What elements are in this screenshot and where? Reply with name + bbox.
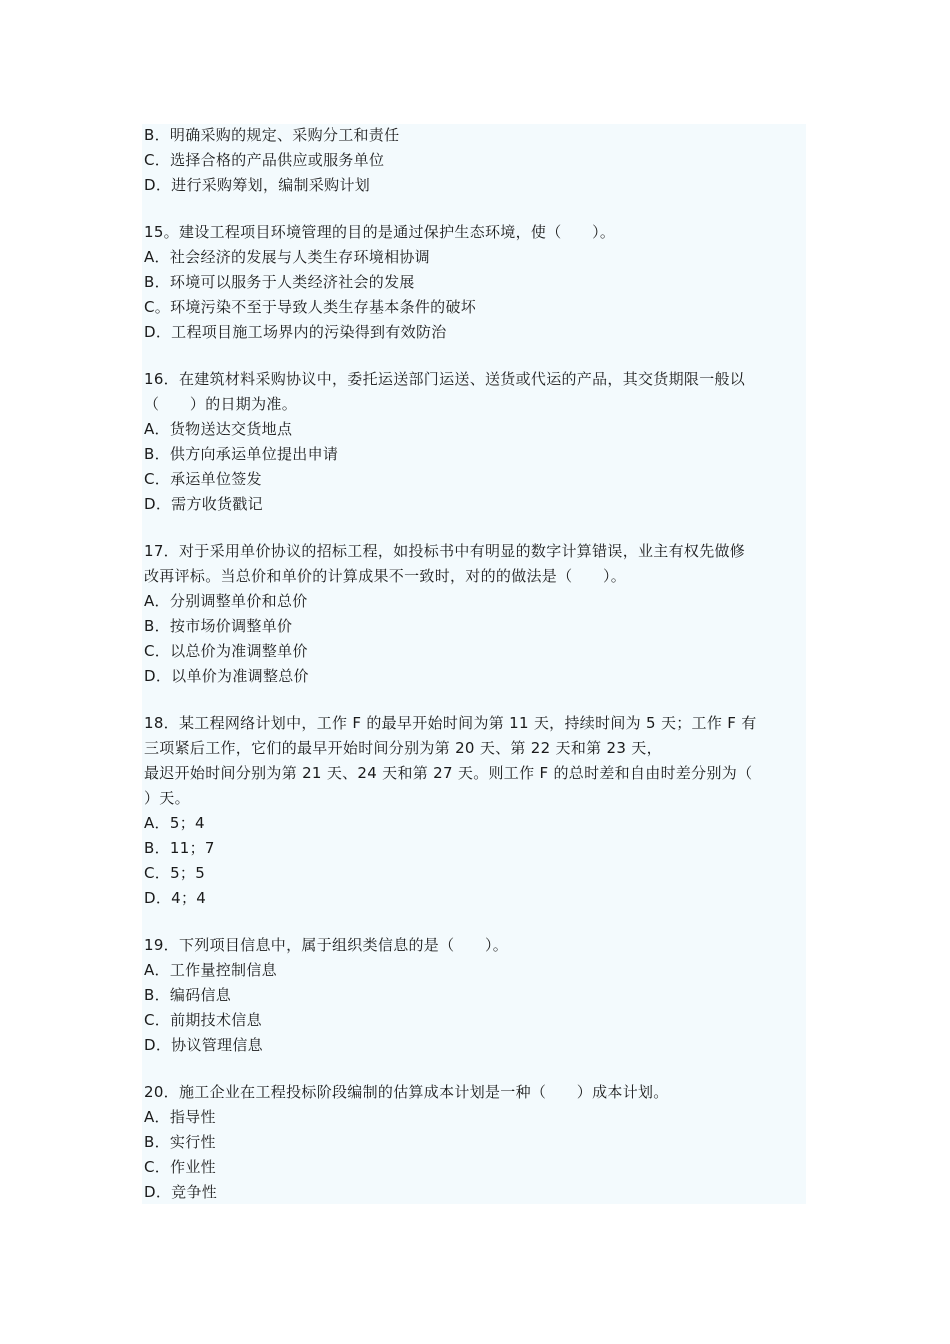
option-line: C．以总价为准调整单价 (144, 642, 308, 660)
leading-options (144, 123, 806, 198)
option-line: B．实行性 (144, 1133, 216, 1151)
option-line: C．选择合格的产品供应或服务单位 (144, 151, 385, 169)
question-stem: 20．施工企业在工程投标阶段编制的估算成本计划是一种（ ）成本计划。 (144, 1083, 669, 1101)
question-stem: 19．下列项目信息中，属于组织类信息的是（ ）。 (144, 936, 509, 954)
option-line: A．社会经济的发展与人类生存环境相协调 (144, 248, 430, 266)
question-20 (144, 1080, 806, 1205)
question-stem: （ ）的日期为准。 (144, 395, 298, 413)
option-line: C．承运单位签发 (144, 470, 262, 488)
option-line: A．货物送达交货地点 (144, 420, 293, 438)
option-line: C．前期技术信息 (144, 1011, 262, 1029)
document-content (144, 123, 806, 1205)
option-line: C。环境污染不至于导致人类生存基本条件的破坏 (144, 298, 477, 316)
question-stem: 改再评标。当总价和单价的计算成果不一致时，对的的做法是（ ）。 (144, 567, 627, 585)
option-line: A．工作量控制信息 (144, 961, 277, 979)
question-stem: 最迟开始时间分别为第 21 天、24 天和第 27 天。则工作 F 的总时差和自由时差分别为（ (144, 764, 753, 782)
question-stem: 16．在建筑材料采购协议中，委托运送部门运送、送货或代运的产品，其交货期限一般以 (144, 370, 746, 388)
option-line: D．竞争性 (144, 1183, 218, 1201)
option-line: B．按市场价调整单价 (144, 617, 293, 635)
option-line: D．协议管理信息 (144, 1036, 263, 1054)
option-line: D．以单价为准调整总价 (144, 667, 309, 685)
option-line: B．11；7 (144, 839, 215, 857)
option-line: B．环境可以服务于人类经济社会的发展 (144, 273, 415, 291)
option-line: A．5；4 (144, 814, 205, 832)
question-17 (144, 539, 806, 689)
option-line: D．进行采购筹划，编制采购计划 (144, 176, 371, 194)
option-line: D．4；4 (144, 889, 207, 907)
option-line: A．分别调整单价和总价 (144, 592, 308, 610)
option-line: A．指导性 (144, 1108, 216, 1126)
question-15 (144, 220, 806, 345)
question-19 (144, 933, 806, 1058)
option-line: B．供方向承运单位提出申请 (144, 445, 339, 463)
option-line: C．作业性 (144, 1158, 216, 1176)
option-line: D．需方收货戳记 (144, 495, 263, 513)
question-16 (144, 367, 806, 517)
option-line: C．5；5 (144, 864, 206, 882)
question-stem: 15。建设工程项目环境管理的目的是通过保护生态环境，使（ ）。 (144, 223, 616, 241)
question-stem: 18．某工程网络计划中，工作 F 的最早开始时间为第 11 天，持续时间为 5 天；工作 F 有 (144, 714, 757, 732)
question-stem: 17．对于采用单价协议的招标工程，如投标书中有明显的数字计算错误，业主有权先做修 (144, 542, 746, 560)
question-stem: ）天。 (144, 789, 190, 807)
question-stem: 三项紧后工作，它们的最早开始时间分别为第 20 天、第 22 天和第 23 天， (144, 739, 662, 757)
option-line: D．工程项目施工场界内的污染得到有效防治 (144, 323, 447, 341)
question-18 (144, 711, 806, 911)
option-line: B．编码信息 (144, 986, 232, 1004)
option-line: B．明确采购的规定、采购分工和责任 (144, 126, 400, 144)
